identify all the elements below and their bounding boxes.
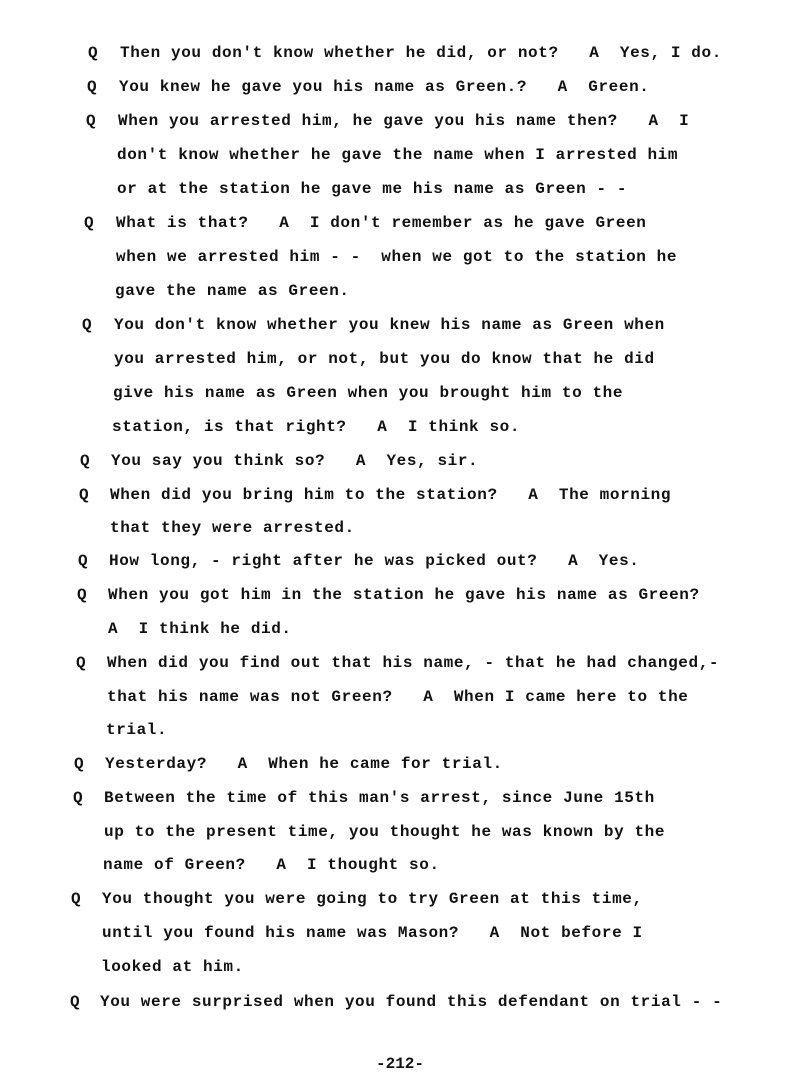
speaker-marker-q: Q [74,755,84,773]
transcript-line: How long, - right after he was picked out? A Yes. [109,552,640,570]
transcript-line: give his name as Green when you brought him to the [113,384,624,402]
speaker-marker-q: Q [73,789,83,807]
transcript-line: You don't know whether you knew his name as Green when [114,316,665,334]
transcript-line: Between the time of this man's arrest, since June 15th [104,789,655,807]
transcript-line: when we arrested him - - when we got to the station he [116,248,678,266]
transcript-line: A I think he did. [108,620,292,638]
transcript-line: name of Green? A I thought so. [103,856,440,874]
transcript-line: What is that? A I don't remember as he gave Green [116,214,647,232]
transcript-line: that his name was not Green? A When I came here to the [107,688,689,706]
transcript-line: station, is that right? A I think so. [112,418,521,436]
speaker-marker-q: Q [78,552,88,570]
transcript-line: looked at him. [101,958,244,976]
transcript-line: or at the station he gave me his name as Green - - [117,180,628,198]
speaker-marker-q: Q [76,654,86,672]
transcript-line: until you found his name was Mason? A Not before I [102,924,643,942]
speaker-marker-q: Q [79,486,89,504]
transcript-line: You thought you were going to try Green at this time, [102,890,643,908]
transcript-line: Then you don't know whether he did, or not? A Yes, I do. [120,44,722,62]
transcript-line: You were surprised when you found this defendant on trial - - [100,993,723,1011]
speaker-marker-q: Q [71,890,81,908]
transcript-line: When you got him in the station he gave his name as Green? [108,586,700,604]
transcript-line: don't know whether he gave the name when I arrested him [117,146,679,164]
transcript-line: gave the name as Green. [115,282,350,300]
transcript-line: When you arrested him, he gave you his name then? A I [118,112,690,130]
transcript-line: When did you bring him to the station? A The morning [110,486,672,504]
transcript-line: Yesterday? A When he came for trial. [105,755,503,773]
speaker-marker-q: Q [70,993,80,1011]
speaker-marker-q: Q [86,112,96,130]
speaker-marker-q: Q [80,452,90,470]
transcript-line: When did you find out that his name, - that he had changed,- [107,654,720,672]
speaker-marker-q: Q [84,214,94,232]
speaker-marker-q: Q [87,78,97,96]
transcript-line: you arrested him, or not, but you do know that he did [114,350,655,368]
speaker-marker-q: Q [77,586,87,604]
speaker-marker-q: Q [88,44,98,62]
page-number: -212- [375,1055,424,1073]
transcript-line: that they were arrested. [110,519,355,537]
transcript-line: You knew he gave you his name as Green.? A Green. [119,78,650,96]
transcript-line: up to the present time, you thought he was known by the [104,823,666,841]
transcript-line: You say you think so? A Yes, sir. [111,452,479,470]
speaker-marker-q: Q [82,316,92,334]
transcript-line: trial. [106,721,168,739]
